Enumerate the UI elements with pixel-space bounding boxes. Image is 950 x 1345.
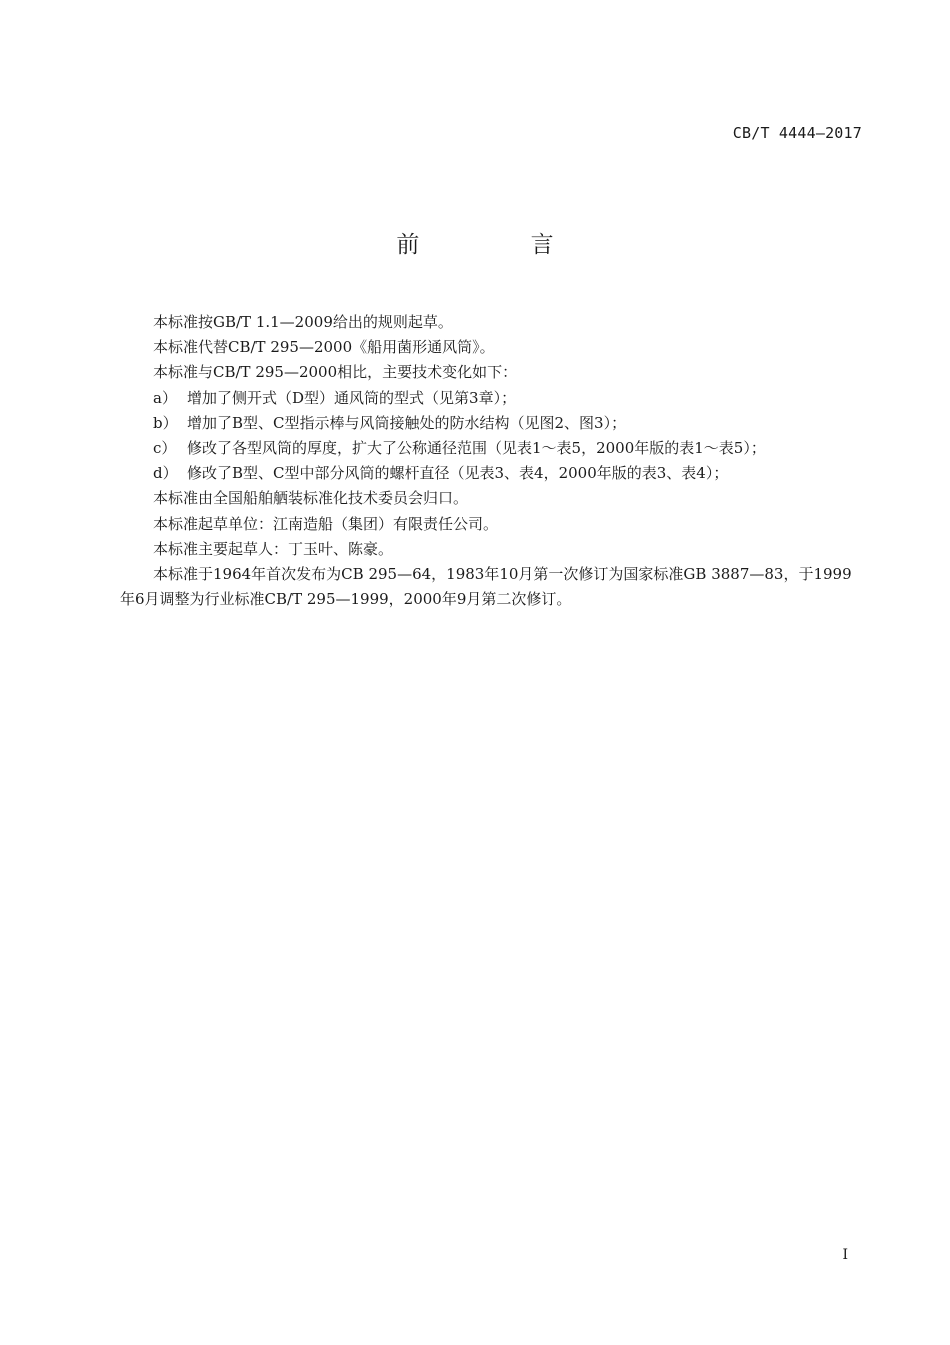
paragraph-drafting-unit: 本标准起草单位：江南造船（集团）有限责任公司。 <box>153 514 499 533</box>
list-marker: d） <box>153 464 178 483</box>
page-number: I <box>842 1247 848 1263</box>
list-item-text: 修改了各型风筒的厚度，扩大了公称通径范围（见表1～表5，2000年版的表1～表5）； <box>187 439 766 458</box>
list-item-text: 修改了B型、C型中部分风筒的螺杆直径（见表3、表4，2000年版的表3、表4）； <box>187 464 729 483</box>
list-marker: b） <box>153 413 178 432</box>
list-item <box>120 411 865 436</box>
list-item <box>120 386 865 411</box>
paragraph-drafting-rules: 本标准按GB/T 1.1—2009给出的规则起草。 <box>153 313 453 331</box>
list-marker: c） <box>153 439 177 458</box>
paragraph-changes-intro: 本标准与CB/T 295—2000相比，主要技术变化如下： <box>153 363 518 382</box>
list-marker: a） <box>153 388 177 407</box>
standard-code: CB/T 4444—2017 <box>732 124 862 142</box>
paragraph-replaces: 本标准代替CB/T 295—2000《船用菌形通风筒》。 <box>153 338 495 357</box>
paragraph-drafters: 本标准主要起草人：丁玉叶、陈豪。 <box>153 539 394 558</box>
page-title: 前 言 <box>396 232 606 258</box>
paragraph-history: 本标准于1964年首次发布为CB 295—64，1983年10月第一次修订为国家标准GB 3887—83，于1999年6月调整为行业标准CB/T 295—1999，2000年9月第二次修订。 <box>120 565 852 609</box>
list-item <box>120 461 865 486</box>
paragraph-committee: 本标准由全国船舶舾装标准化技术委员会归口。 <box>153 489 469 508</box>
list-item-text: 增加了侧开式（D型）通风筒的型式（见第3章）； <box>187 388 517 407</box>
list-item-text: 增加了B型、C型指示棒与风筒接触处的防水结构（见图2、图3）； <box>187 413 627 432</box>
list-item <box>120 436 865 461</box>
preface-body <box>120 310 865 612</box>
